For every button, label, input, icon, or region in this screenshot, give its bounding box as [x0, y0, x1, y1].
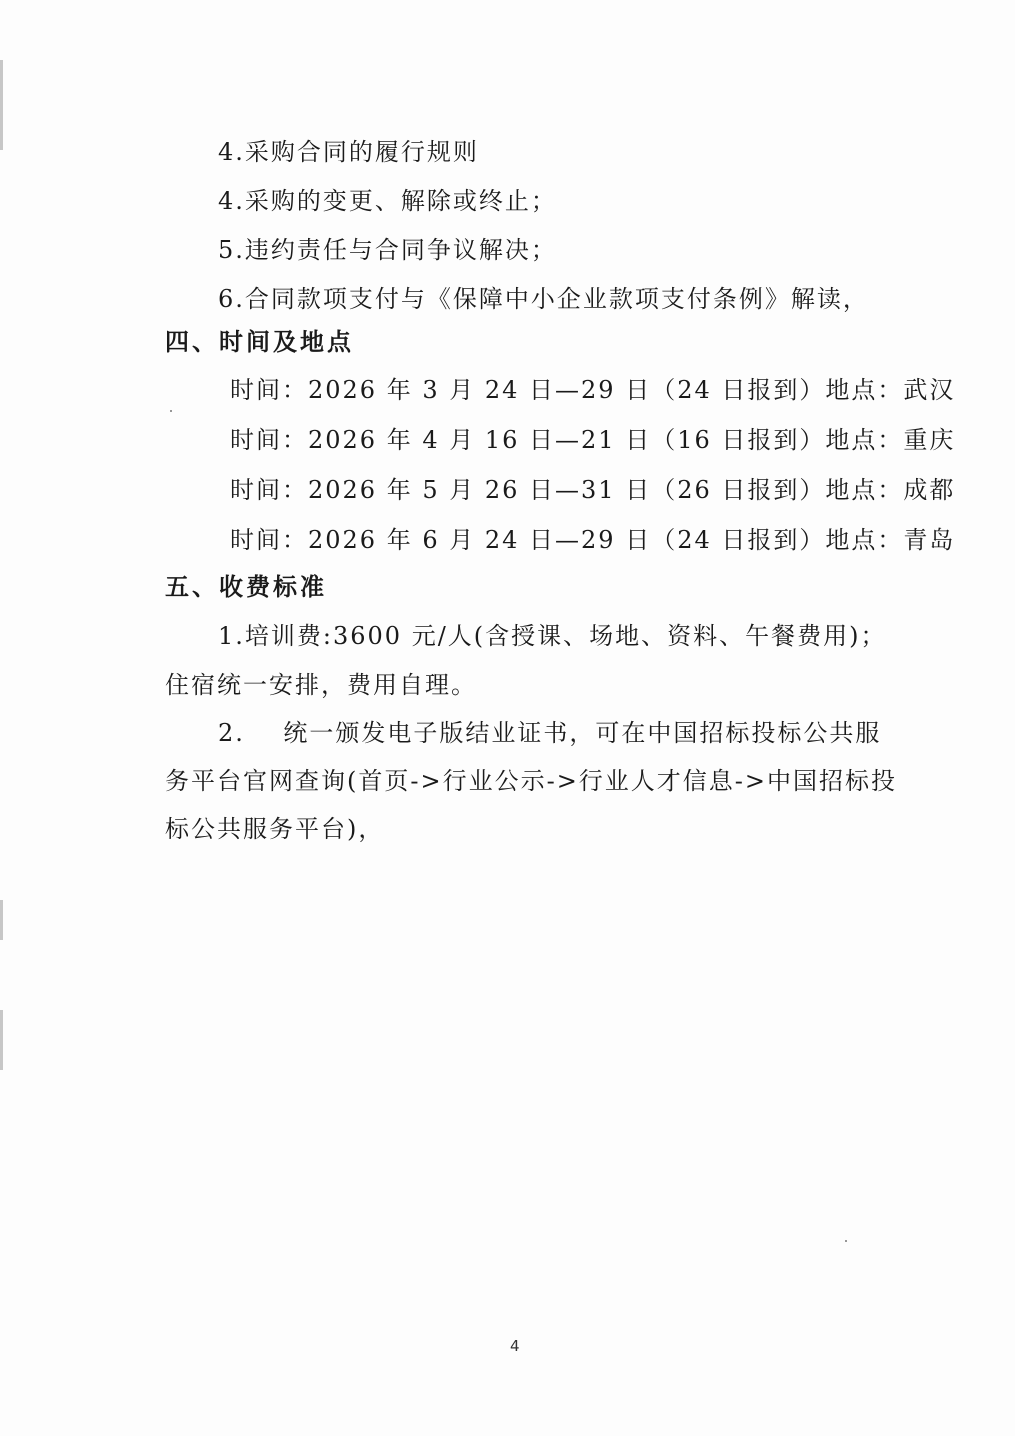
page-number: 4 [510, 1337, 520, 1355]
list-item: 4.采购的变更、解除或终止； [218, 187, 557, 215]
list-item: 5.违约责任与合同争议解决； [218, 236, 557, 264]
fee-text: 住宿统一安排，费用自理。 [165, 671, 477, 699]
scan-edge-mark [0, 60, 3, 150]
scan-speck [845, 1240, 847, 1242]
certificate-text: 务平台官网查询(首页->行业公示->行业人才信息->中国招标投 [165, 767, 898, 795]
list-item: 6.合同款项支付与《保障中小企业款项支付条例》解读， [218, 285, 869, 313]
list-item: 4.采购合同的履行规则 [218, 138, 479, 166]
section-heading-time-location: 四、时间及地点 [165, 327, 354, 356]
section-heading-fees: 五、收费标准 [165, 572, 327, 601]
certificate-text: 2. 统一颁发电子版结业证书，可在中国招标投标公共服 [218, 719, 882, 747]
session-line: 时间：2026 年 6 月 24 日—29 日（24 日报到）地点：青岛 [230, 526, 956, 554]
session-line: 时间：2026 年 5 月 26 日—31 日（26 日报到）地点：成都 [230, 476, 956, 504]
scan-speck [170, 410, 172, 412]
session-line: 时间：2026 年 4 月 16 日—21 日（16 日报到）地点：重庆 [230, 426, 956, 454]
certificate-text: 标公共服务平台)， [165, 815, 385, 843]
fee-text: 1.培训费:3600 元/人(含授课、场地、资料、午餐费用)； [218, 622, 887, 650]
scan-edge-mark [0, 900, 3, 940]
scan-edge-mark [0, 1010, 3, 1070]
session-line: 时间：2026 年 3 月 24 日—29 日（24 日报到）地点：武汉 [230, 376, 956, 404]
